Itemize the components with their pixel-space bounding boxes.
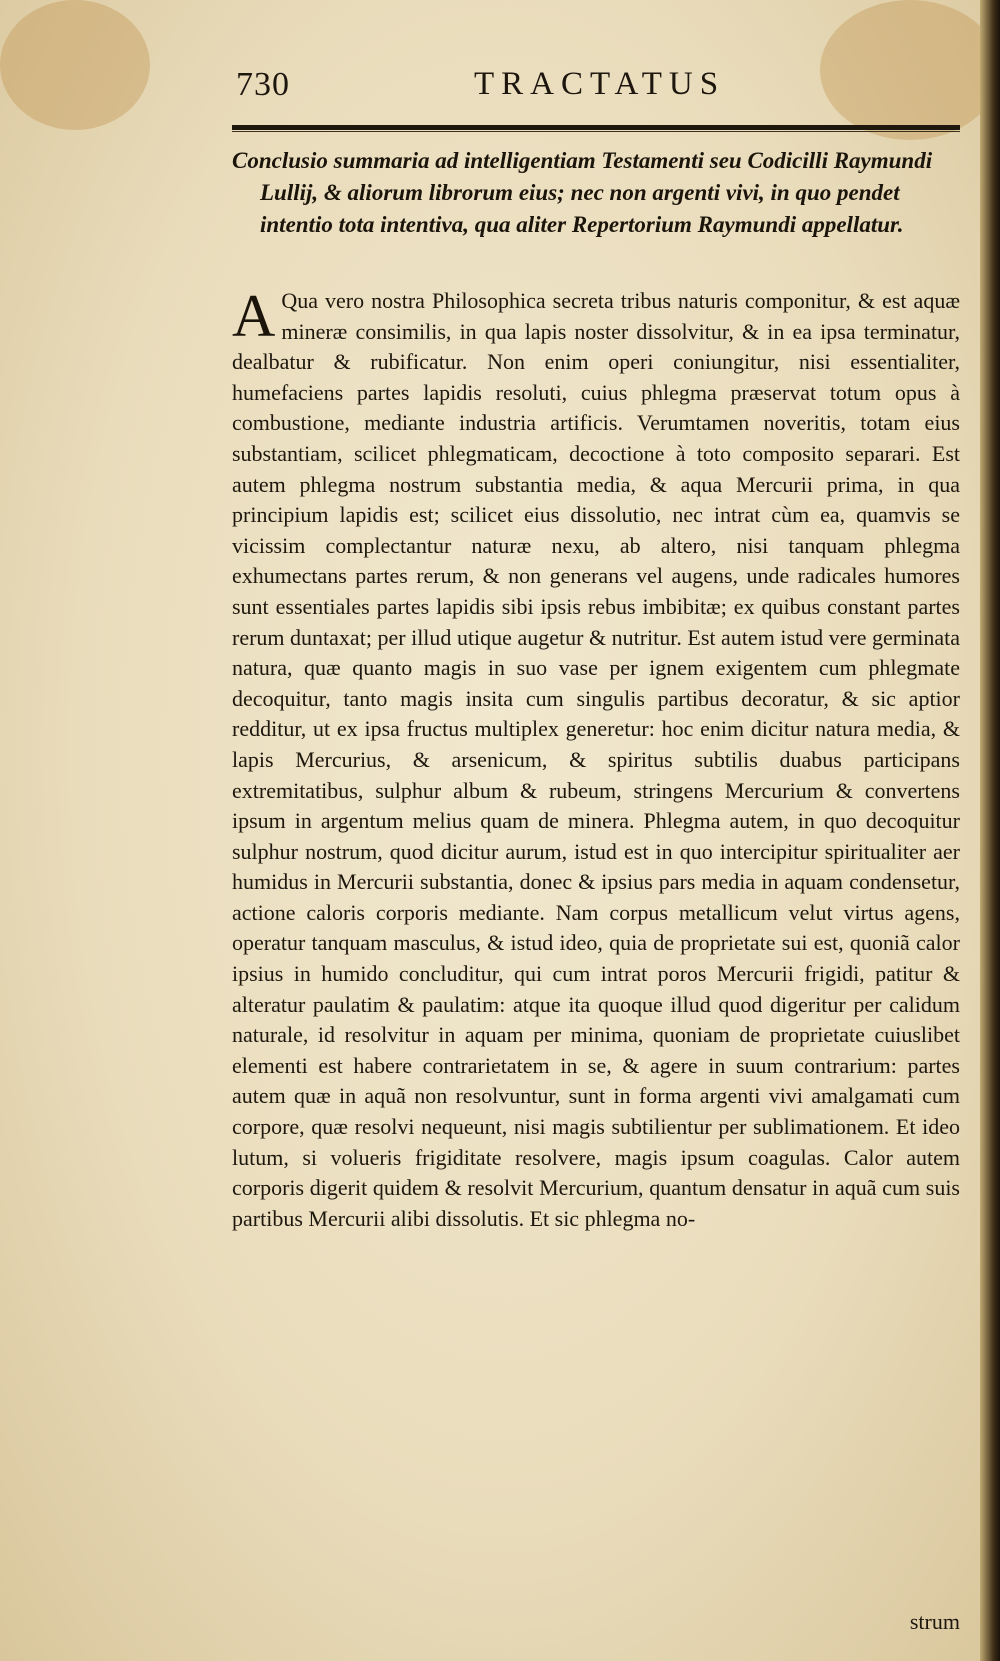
section-heading xyxy=(232,145,960,241)
page-stain xyxy=(0,0,150,130)
header-rule xyxy=(232,125,960,130)
section-heading-text: Conclusio summaria ad intelligentiam Testamenti seu Codicilli Raymundi Lullij, & aliorum librorum eius; nec non argenti vivi, in quo pendet intentio tota intentiva, qua aliter Repertorium Raymundi appellatur. xyxy=(232,148,933,237)
page-edge xyxy=(980,0,1000,1661)
paragraph: Qua vero nostra Philosophica secreta tribus naturis componitur, & est aquæ mineræ consimilis, in qua lapis noster dissolvitur, & in ea ipsa terminatur, dealbatur & rubificatur. Non enim operi coniungitur, nisi essentialiter, humefaciens partes lapidis resoluti, cuius phlegma præservat totum opus à combustione, mediante industria artificis. Verumtamen noveritis, totam eius substantiam, scilicet phlegmaticam, decoctione à toto composito separari. Est autem phlegma nostrum substantia media, & aqua Mercurii prima, in qua principium lapidis est; scilicet eius dissolutio, nec intrat cùm ea, quamvis se vicissim complectantur naturæ nexu, ab altero, nisi tanquam phlegma exhumectans partes rerum, & non generans vel augens, unde radicales humores sunt essentiales partes lapidis sibi ipsis rebus imbibitæ; ex quibus constant partes rerum duntaxat; per illud utique augetur & nutritur. Est autem istud vere germinata natura, quæ quanto magis in suo vase per ignem exigentem cum phlegmate decoquitur, tanto magis insita cum singulis partibus decoratur, & sic aptior redditur, ut ex ipsa fructus multiplex generetur: hoc enim dicitur natura media, & lapis Mercurius, & arsenicum, & spiritus subtilis duabus participans extremitatibus, sulphur album & rubeum, stringens Mercurium & convertens ipsum in argentum melius quam de minera. Phlegma autem, in quo decoquitur sulphur nostrum, quod dicitur aurum, istud est in quo intercipitur spiritualiter aer humidus in Mercurii substantia, donec & ipsius pars media in aquam condensetur, actione caloris corporis mediante. Nam corpus metallicum velut virtus agens, operatur tanquam masculus, & istud ideo, quia de proprietate sui est, quoniã calor ipsius in humido concluditur, qui cum intrat poros Mercurii frigidi, patitur & alteratur paulatim & paulatim: atque ita quoque illud quod digeritur per calidum naturale, id resolvitur in aquam per minima, quoniam de proprietate cuiuslibet elementi est habere contrarietatem in se, & agere in suum contrarium: partes autem quæ in aquã non resolvuntur, sunt in forma argenti vivi amalgamati cum corpore, quæ resolvi nequeunt, nisi magis subtilientur per sublimationem. Et ideo lutum, si volueris frigiditate resolvere, magis ipsum coagulas. Calor autem corporis digerit quidem & resolvit Mercurium, quantum densatur in aquã cum suis partibus Mercurii alibi dissolutis. Et sic phlegma no- xyxy=(232,288,960,1231)
page-header xyxy=(236,66,956,110)
catchword: strum xyxy=(909,1609,960,1634)
drop-cap: A xyxy=(232,283,276,349)
header-rule-thin xyxy=(232,131,960,132)
page-number: 730 xyxy=(236,66,290,103)
running-title: TRACTATUS xyxy=(474,66,726,102)
body-text xyxy=(232,283,960,1234)
